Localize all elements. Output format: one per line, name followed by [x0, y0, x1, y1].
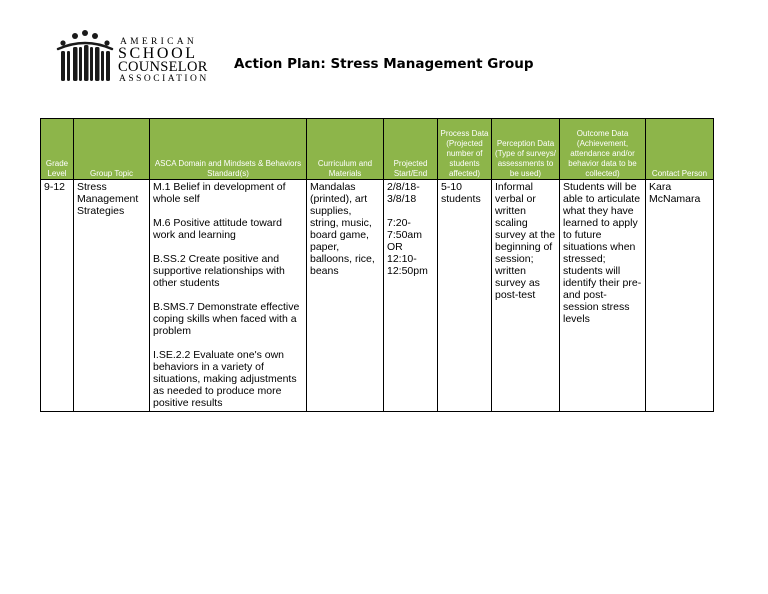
cell-group-topic: Stress Management Strategies: [74, 180, 150, 412]
page-title: Action Plan: Stress Management Group: [234, 56, 534, 72]
logo-text-school: SCHOOL: [118, 45, 198, 62]
table-header-row: [41, 119, 714, 180]
table-row: [41, 180, 714, 412]
cell-curriculum: Mandalas (printed), art supplies, string, music, board game, paper, balloons, rice, beans: [307, 180, 384, 412]
logo-text-counselor: COUNSELOR: [118, 59, 208, 75]
cell-asca-standards: [150, 180, 307, 412]
cell-contact: Kara McNamara: [646, 180, 714, 412]
header-curriculum: Curriculum and Materials: [307, 119, 384, 180]
header-contact: Contact Person: [646, 119, 714, 180]
logo-text-association: ASSOCIATION: [119, 74, 209, 84]
cell-process-data: 5-10 students: [438, 180, 492, 412]
cell-projected: [384, 180, 438, 412]
standard-item: I.SE.2.2 Evaluate one's own behaviors in a variety of situations, making adjustments as needed to produce more positive results: [153, 349, 297, 409]
header-asca-domain: ASCA Domain and Mindsets & Behaviors Standard(s): [150, 119, 307, 180]
cell-perception-data: Informal verbal or written scaling survey at the beginning of session; written survey as post-test: [492, 180, 560, 412]
logo-text-american: AMERICAN: [120, 37, 198, 47]
cell-grade-level: 9-12: [41, 180, 74, 412]
standard-item: M.6 Positive attitude toward work and learning: [153, 217, 282, 241]
header-outcome-data: Outcome Data (Achievement, attendance and/or behavior data to be collected): [560, 119, 646, 180]
header-group-topic: Group Topic: [74, 119, 150, 180]
cell-outcome-data: Students will be able to articulate what they have learned to apply to future situations when stressed; students will identify their pre- and post-session stress levels: [560, 180, 646, 412]
projected-times: 7:20-7:50am OR 12:10-12:50pm: [387, 217, 428, 277]
header-perception-data: Perception Data (Type of surveys/ assessments to be used): [492, 119, 560, 180]
header-grade-level: Grade Level: [41, 119, 74, 180]
header-projected: Projected Start/End: [384, 119, 438, 180]
standard-item: B.SMS.7 Demonstrate effective coping skills when faced with a problem: [153, 301, 300, 337]
projected-dates: 2/8/18-3/8/18: [387, 181, 420, 205]
action-plan-table: [40, 118, 714, 412]
header-process-data: Process Data (Projected number of students affected): [438, 119, 492, 180]
asca-emblem-icon: [55, 27, 117, 85]
standard-item: M.1 Belief in development of whole self: [153, 181, 286, 205]
standard-item: B.SS.2 Create positive and supportive relationships with other students: [153, 253, 285, 289]
asca-logo: [55, 27, 220, 85]
